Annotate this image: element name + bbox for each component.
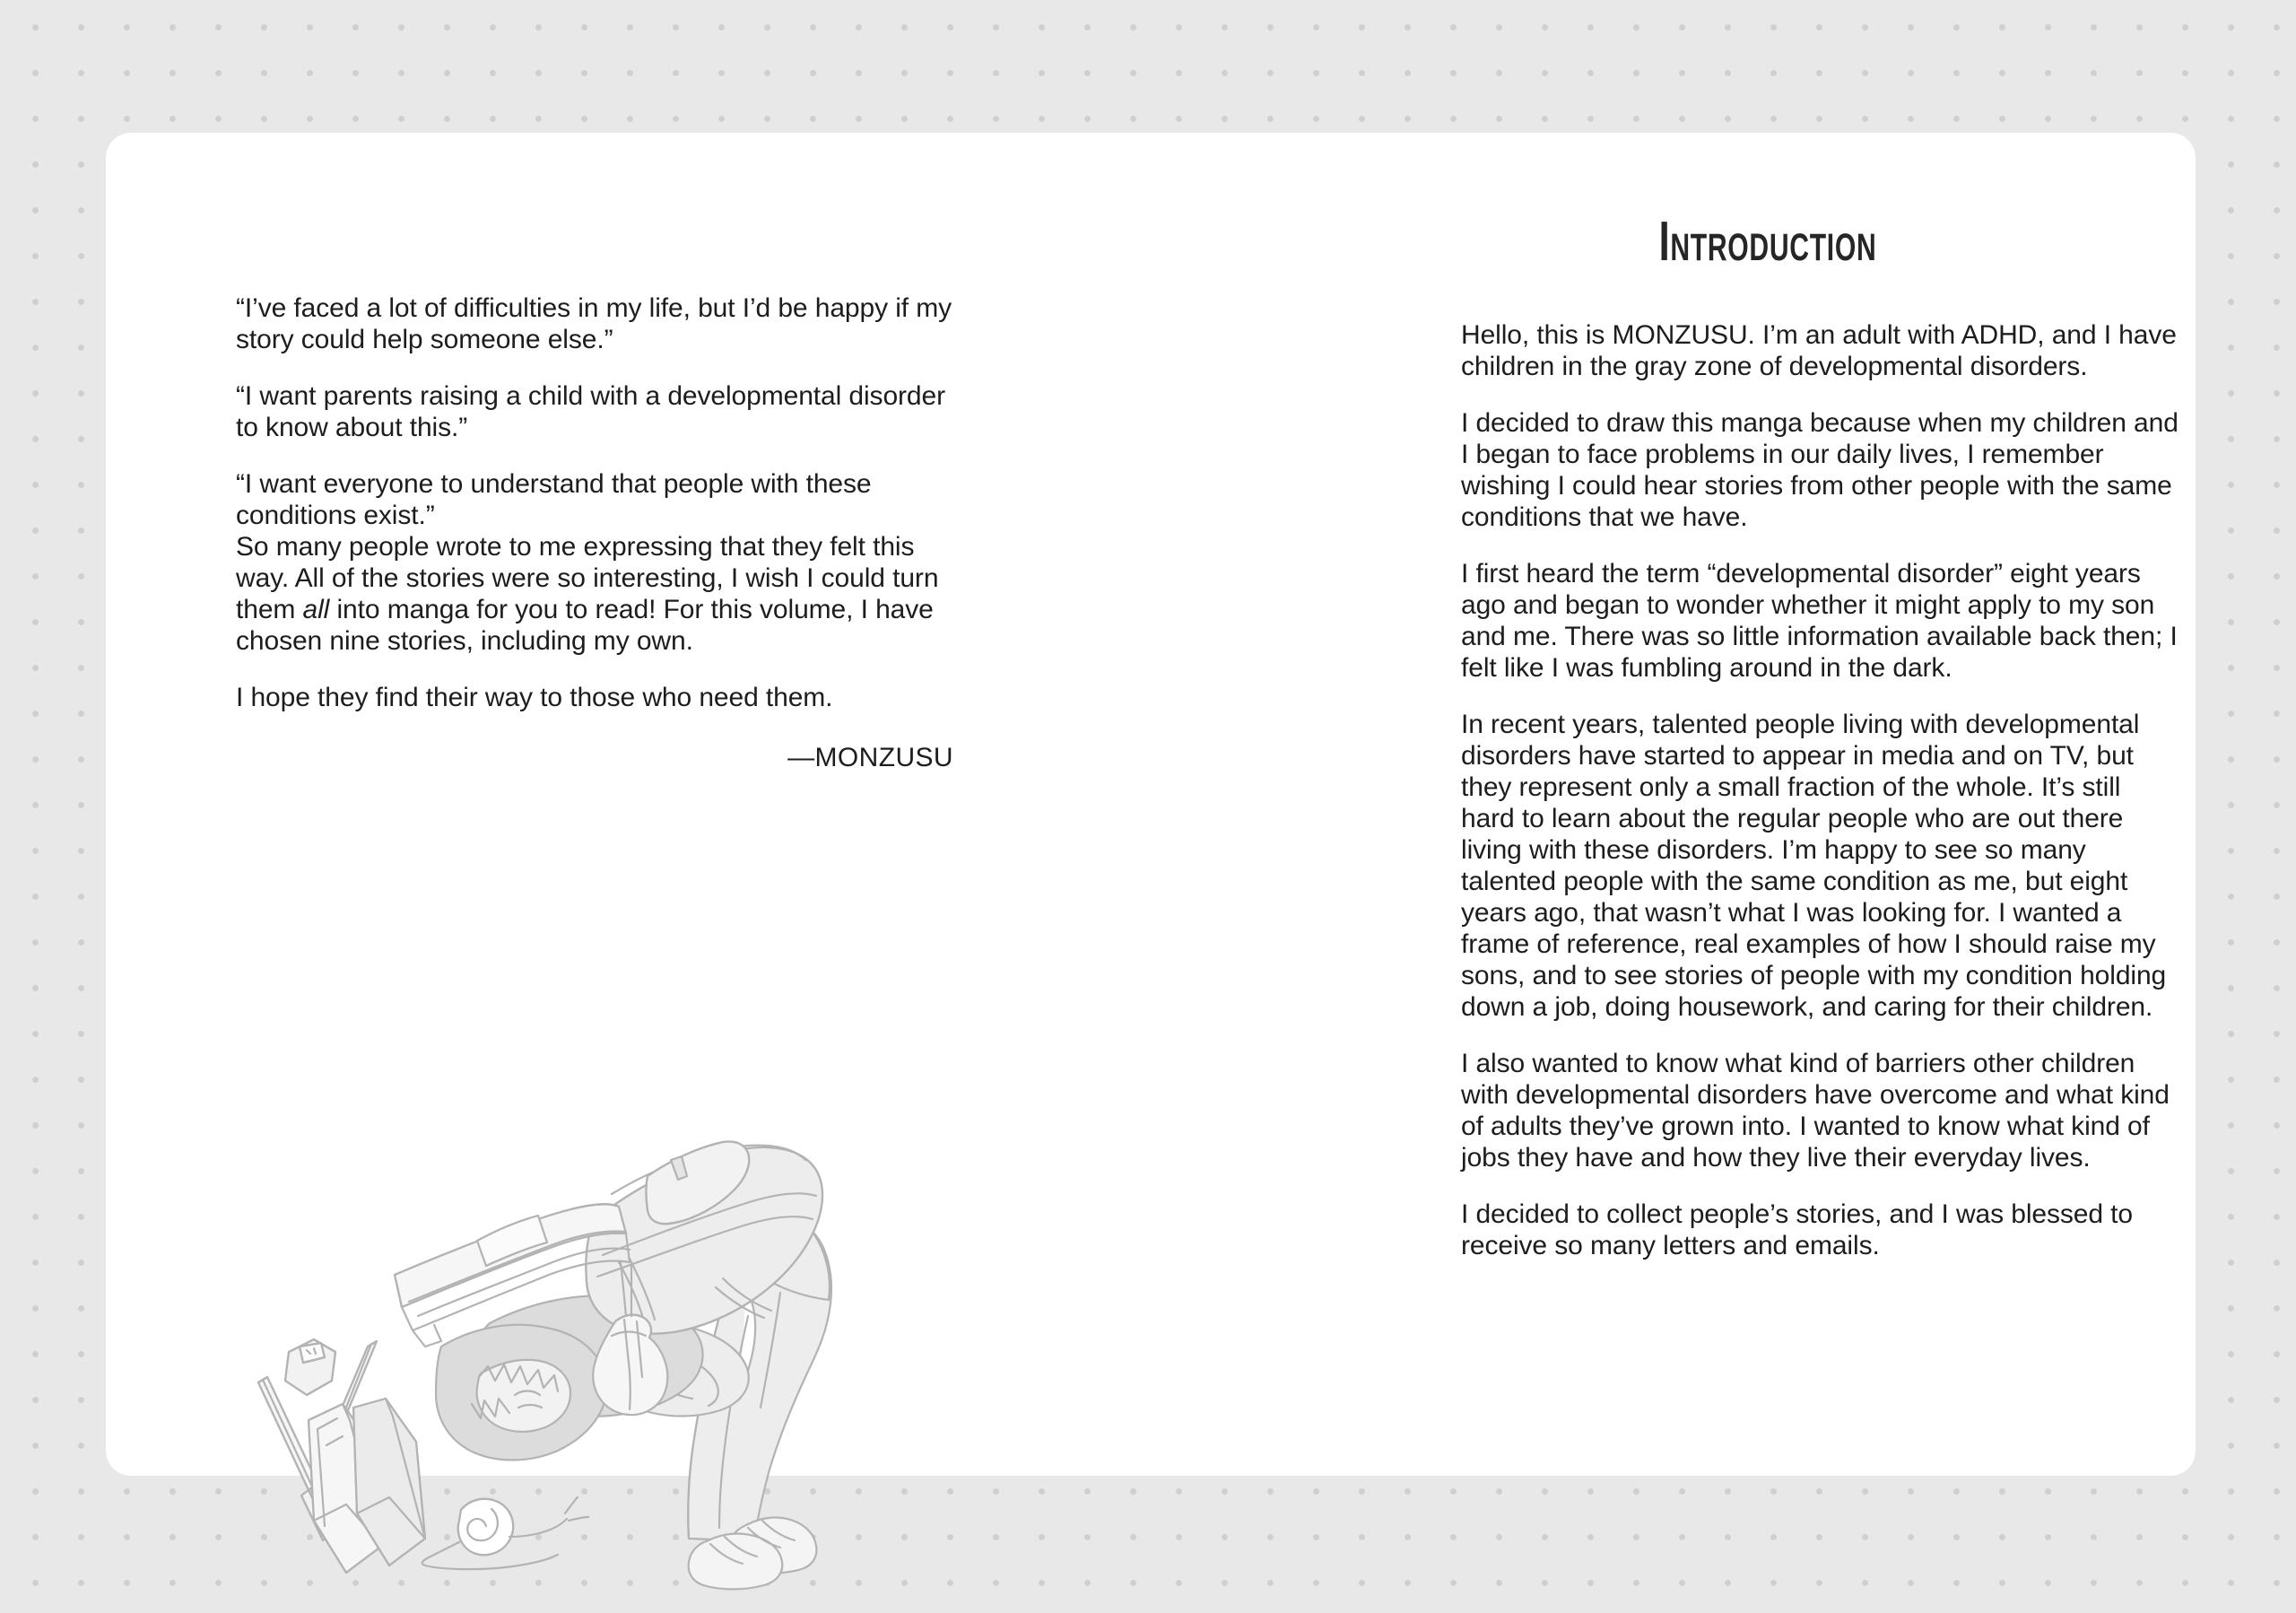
eraser (285, 1339, 335, 1395)
page-card (106, 133, 2196, 1476)
right-column (1355, 211, 2180, 1261)
intro-paragraph-3: I first heard the term “developmental disorder” eight years ago and began to wonder whether it might apply to my son and me. There was so little information available back then; I felt like I was fumbling around in the dark. (1461, 559, 2178, 683)
quotes-block (236, 292, 953, 531)
intro-paragraph-4: In recent years, talented people living with developmental disorders have started to appear in media and on TV, but they represent only a small fraction of the whole. It’s still hard to learn about the regular people who are out there living with these disorders. I’m happy to see so many talented people with the same condition as me, but eight years ago, that wasn’t what I was looking for. I wanted a frame of reference, real examples of how I should raise my sons, and to see stories of people with my condition holding down a job, doing housework, and caring for their children. (1461, 710, 2167, 1022)
intro-paragraph-5: I also wanted to know what kind of barriers other children with developmental disorders have overcome and what kind of adults they’ve grown into. I wanted to know what kind of jobs they have and how they live their everyday lives. (1461, 1049, 2170, 1173)
left-paragraph-4-emphasis: all (302, 595, 330, 624)
introduction-body (1355, 319, 2180, 1261)
left-paragraph-4-part1: So many people wrote to me expressing that they felt this way. All of the stories were so interesting, I wish I could turn them (236, 532, 939, 624)
intro-paragraph-2: I decided to draw this manga because when my children and I began to face problems in our daily lives, I remember wishing I could hear stories from other people with the same conditions that we have. (1461, 408, 2179, 532)
left-paragraph-5: I hope they find their way to those who need them. (236, 683, 833, 712)
left-paragraph-4 (236, 531, 953, 657)
page-title: Introduction (1658, 211, 1877, 273)
quote-paragraph-1: “I’ve faced a lot of difficulties in my life, but I’d be happy if my story could help someone else.” (236, 293, 952, 354)
intro-paragraph-1: Hello, this is MONZUSU. I’m an adult with ADHD, and I have children in the gray zone of developmental disorders. (1461, 320, 2177, 381)
left-paragraph-4-part2: into manga for you to read! For this volume, I have chosen nine stories, including my own. (236, 595, 934, 656)
illustration-child-with-backpack-and-snail (249, 1061, 877, 1600)
head-and-hair (436, 1325, 606, 1460)
quote-paragraph-2: “I want parents raising a child with a developmental disorder to know about this.” (236, 381, 945, 442)
intro-paragraph-6: I decided to collect people’s stories, and I was blessed to receive so many letters and emails. (1461, 1199, 2133, 1260)
snail (422, 1497, 588, 1569)
fallen-books (309, 1399, 425, 1573)
left-column (236, 292, 953, 773)
quote-paragraph-3: “I want everyone to understand that people with these conditions exist.” (236, 469, 872, 530)
author-attribution: —MONZUSU (787, 743, 953, 772)
